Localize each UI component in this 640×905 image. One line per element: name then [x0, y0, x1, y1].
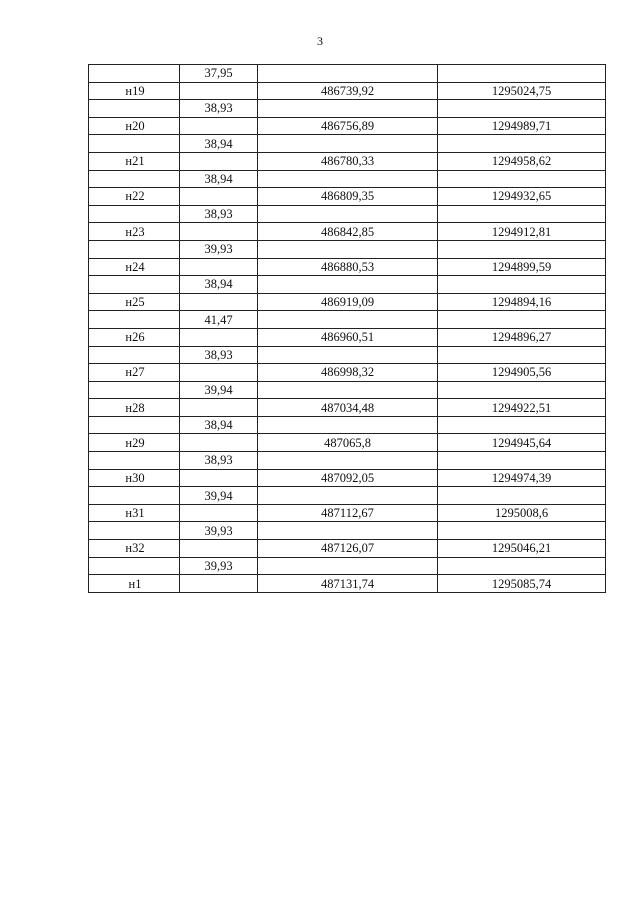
y-coordinate-cell [438, 135, 606, 153]
distance-cell [180, 469, 258, 487]
distance-cell [180, 434, 258, 452]
table-row [89, 205, 606, 223]
distance-cell [180, 223, 258, 241]
point-cell: н1 [89, 575, 180, 593]
point-cell [89, 65, 180, 83]
table-row [89, 364, 606, 382]
y-coordinate-cell: 1295085,74 [438, 575, 606, 593]
y-coordinate-cell [438, 557, 606, 575]
distance-cell [180, 293, 258, 311]
y-coordinate-cell [438, 416, 606, 434]
coordinates-table [88, 64, 606, 593]
distance-cell [180, 188, 258, 206]
x-coordinate-cell: 487112,67 [258, 504, 438, 522]
table-row [89, 540, 606, 558]
point-cell [89, 205, 180, 223]
point-cell: н27 [89, 364, 180, 382]
x-coordinate-cell: 486780,33 [258, 152, 438, 170]
x-coordinate-cell: 486960,51 [258, 328, 438, 346]
point-cell [89, 381, 180, 399]
table-row [89, 557, 606, 575]
point-cell: н32 [89, 540, 180, 558]
distance-cell [180, 328, 258, 346]
y-coordinate-cell [438, 487, 606, 505]
x-coordinate-cell [258, 416, 438, 434]
distance-cell: 38,93 [180, 346, 258, 364]
table-row [89, 117, 606, 135]
table-row [89, 240, 606, 258]
distance-cell: 38,94 [180, 170, 258, 188]
distance-cell [180, 258, 258, 276]
x-coordinate-cell: 487131,74 [258, 575, 438, 593]
point-cell [89, 135, 180, 153]
y-coordinate-cell [438, 452, 606, 470]
table-row [89, 223, 606, 241]
x-coordinate-cell [258, 311, 438, 329]
x-coordinate-cell: 486919,09 [258, 293, 438, 311]
distance-cell [180, 152, 258, 170]
x-coordinate-cell: 486809,35 [258, 188, 438, 206]
y-coordinate-cell [438, 381, 606, 399]
point-cell [89, 170, 180, 188]
table-row [89, 170, 606, 188]
distance-cell: 39,94 [180, 381, 258, 399]
x-coordinate-cell [258, 276, 438, 294]
table-row [89, 258, 606, 276]
x-coordinate-cell [258, 170, 438, 188]
point-cell: н26 [89, 328, 180, 346]
x-coordinate-cell: 487034,48 [258, 399, 438, 417]
distance-cell [180, 504, 258, 522]
table-row [89, 504, 606, 522]
y-coordinate-cell: 1294894,16 [438, 293, 606, 311]
point-cell [89, 487, 180, 505]
y-coordinate-cell [438, 346, 606, 364]
table-row [89, 346, 606, 364]
point-cell [89, 100, 180, 118]
table-row [89, 381, 606, 399]
x-coordinate-cell [258, 100, 438, 118]
y-coordinate-cell: 1294945,64 [438, 434, 606, 452]
y-coordinate-cell: 1294989,71 [438, 117, 606, 135]
table-row [89, 434, 606, 452]
point-cell: н25 [89, 293, 180, 311]
y-coordinate-cell [438, 65, 606, 83]
y-coordinate-cell [438, 311, 606, 329]
table-row [89, 452, 606, 470]
y-coordinate-cell [438, 276, 606, 294]
coordinates-table-body [89, 65, 606, 593]
y-coordinate-cell: 1294912,81 [438, 223, 606, 241]
point-cell: н28 [89, 399, 180, 417]
point-cell: н21 [89, 152, 180, 170]
y-coordinate-cell: 1294905,56 [438, 364, 606, 382]
distance-cell [180, 82, 258, 100]
point-cell [89, 346, 180, 364]
x-coordinate-cell: 487065,8 [258, 434, 438, 452]
y-coordinate-cell: 1294899,59 [438, 258, 606, 276]
y-coordinate-cell [438, 240, 606, 258]
x-coordinate-cell: 487092,05 [258, 469, 438, 487]
x-coordinate-cell: 486739,92 [258, 82, 438, 100]
distance-cell: 38,93 [180, 100, 258, 118]
distance-cell: 41,47 [180, 311, 258, 329]
y-coordinate-cell: 1294922,51 [438, 399, 606, 417]
table-row [89, 152, 606, 170]
point-cell [89, 240, 180, 258]
x-coordinate-cell [258, 65, 438, 83]
table-row [89, 522, 606, 540]
table-row [89, 469, 606, 487]
page-number: 3 [317, 34, 323, 48]
y-coordinate-cell [438, 205, 606, 223]
distance-cell: 38,93 [180, 205, 258, 223]
point-cell: н22 [89, 188, 180, 206]
distance-cell: 39,93 [180, 240, 258, 258]
y-coordinate-cell: 1294974,39 [438, 469, 606, 487]
distance-cell: 38,94 [180, 416, 258, 434]
x-coordinate-cell [258, 557, 438, 575]
point-cell: н23 [89, 223, 180, 241]
x-coordinate-cell [258, 240, 438, 258]
table-row [89, 293, 606, 311]
distance-cell: 38,94 [180, 135, 258, 153]
distance-cell [180, 117, 258, 135]
y-coordinate-cell: 1294958,62 [438, 152, 606, 170]
x-coordinate-cell [258, 522, 438, 540]
distance-cell: 38,94 [180, 276, 258, 294]
y-coordinate-cell [438, 100, 606, 118]
x-coordinate-cell: 486880,53 [258, 258, 438, 276]
x-coordinate-cell: 487126,07 [258, 540, 438, 558]
y-coordinate-cell: 1294896,27 [438, 328, 606, 346]
distance-cell [180, 540, 258, 558]
y-coordinate-cell [438, 170, 606, 188]
table-row [89, 82, 606, 100]
x-coordinate-cell [258, 487, 438, 505]
point-cell [89, 311, 180, 329]
x-coordinate-cell [258, 381, 438, 399]
distance-cell: 39,94 [180, 487, 258, 505]
x-coordinate-cell [258, 452, 438, 470]
point-cell: н24 [89, 258, 180, 276]
point-cell: н30 [89, 469, 180, 487]
y-coordinate-cell: 1295008,6 [438, 504, 606, 522]
y-coordinate-cell: 1294932,65 [438, 188, 606, 206]
x-coordinate-cell [258, 205, 438, 223]
table-row [89, 399, 606, 417]
distance-cell [180, 399, 258, 417]
table-row [89, 487, 606, 505]
x-coordinate-cell [258, 346, 438, 364]
point-cell: н19 [89, 82, 180, 100]
x-coordinate-cell: 486842,85 [258, 223, 438, 241]
x-coordinate-cell [258, 135, 438, 153]
table-row [89, 188, 606, 206]
y-coordinate-cell: 1295046,21 [438, 540, 606, 558]
distance-cell [180, 364, 258, 382]
distance-cell: 39,93 [180, 522, 258, 540]
distance-cell: 39,93 [180, 557, 258, 575]
point-cell [89, 452, 180, 470]
y-coordinate-cell: 1295024,75 [438, 82, 606, 100]
distance-cell: 37,95 [180, 65, 258, 83]
x-coordinate-cell: 486998,32 [258, 364, 438, 382]
table-row [89, 416, 606, 434]
point-cell: н20 [89, 117, 180, 135]
y-coordinate-cell [438, 522, 606, 540]
point-cell: н31 [89, 504, 180, 522]
point-cell [89, 557, 180, 575]
distance-cell [180, 575, 258, 593]
x-coordinate-cell: 486756,89 [258, 117, 438, 135]
table-row [89, 311, 606, 329]
distance-cell: 38,93 [180, 452, 258, 470]
point-cell [89, 276, 180, 294]
point-cell: н29 [89, 434, 180, 452]
table-row [89, 135, 606, 153]
point-cell [89, 522, 180, 540]
table-row [89, 276, 606, 294]
table-row [89, 100, 606, 118]
table-row [89, 575, 606, 593]
table-row [89, 328, 606, 346]
point-cell [89, 416, 180, 434]
table-row [89, 65, 606, 83]
